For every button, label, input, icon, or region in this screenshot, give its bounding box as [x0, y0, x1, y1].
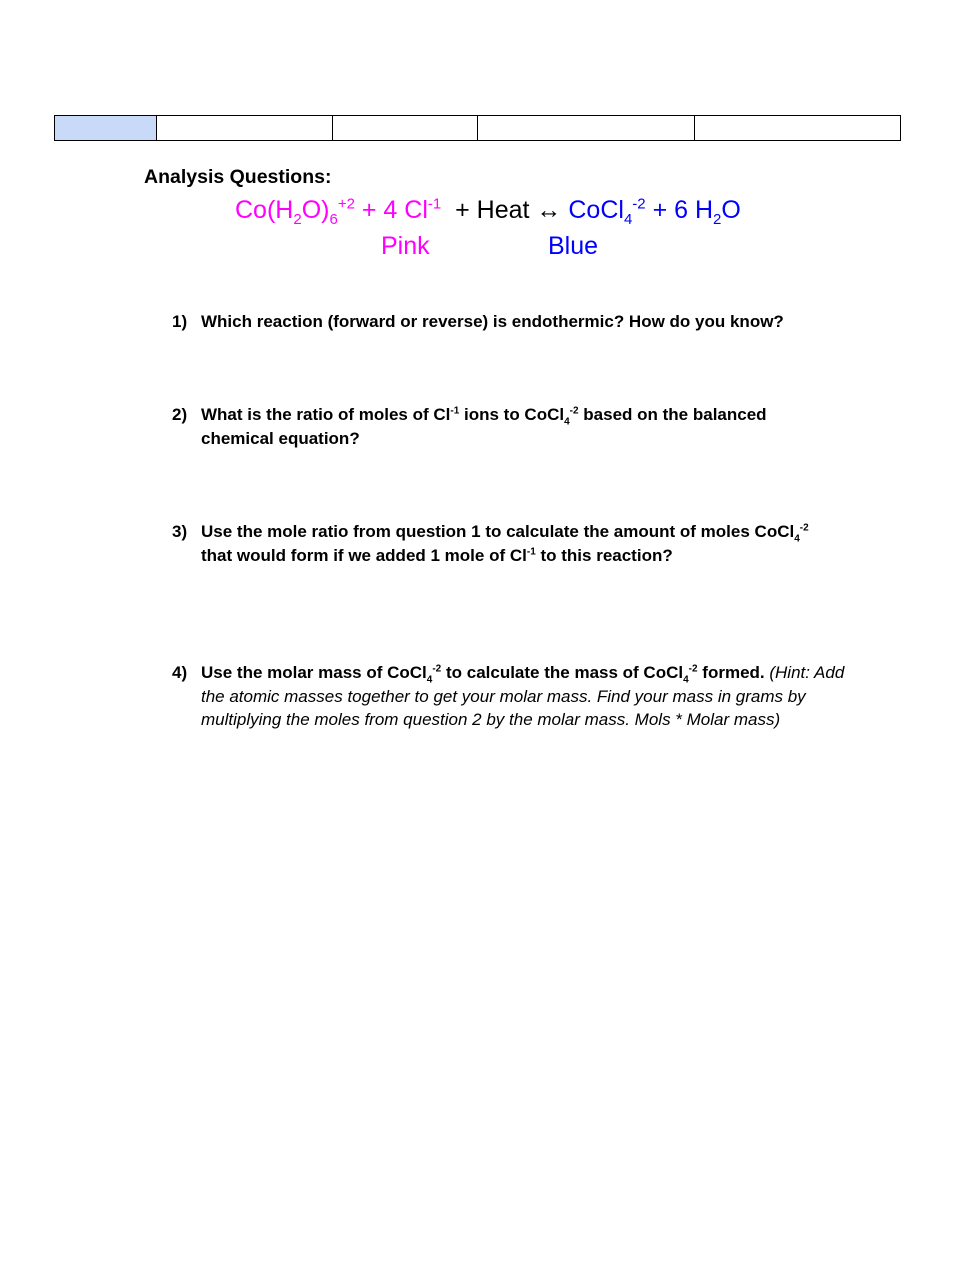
question-1	[172, 310, 852, 334]
question-number: 4)	[172, 663, 188, 682]
question-2	[172, 403, 842, 450]
chemical-equation	[235, 194, 741, 226]
product-tetrachlorocobaltate: CoCl$_4^{-2}$	[568, 195, 646, 228]
question-hint: (Hint: Add the atomic masses together to get your molar mass. Find your mass in grams by multiplying the moles from question 2 by the molar mass. Mols * Molar mass)	[201, 663, 845, 729]
header-table-row	[55, 116, 901, 141]
question-text: Which reaction (forward or reverse) is endothermic? How do you know?	[201, 312, 784, 331]
question-4	[172, 661, 852, 732]
table-cell	[157, 116, 333, 141]
question-text: What is the ratio of moles of $Cl^{-1}$ ions to CoCl$_4^{-2}$ based on the balanced chemical equation?	[201, 405, 767, 448]
table-cell	[695, 116, 901, 141]
question-text: Use the molar mass of CoCl$_4^{-2}$ to calculate the mass of CoCl$_4^{-2}$ formed. (Hint: Add the atomic masses together to get your molar mass. Find your mass in grams by multiplying the moles from question 2 by the molar mass. Mols * Molar mass)	[201, 663, 845, 729]
question-number: 2)	[172, 405, 188, 424]
table-cell	[333, 116, 478, 141]
question-3	[172, 520, 812, 567]
pink-color-label: Pink	[381, 232, 430, 260]
product-water: + 6 $H_2O$	[645, 196, 741, 228]
reactant-chloride: + 4 $Cl^{-1}$	[354, 195, 442, 224]
heat-and-arrow: + Heat ↔	[441, 196, 569, 224]
reactant-cobalt-complex: $Co(H_2O)_6^{+2}$	[235, 195, 355, 228]
section-heading: Analysis Questions:	[144, 166, 332, 188]
table-cell	[55, 116, 157, 141]
question-number: 1)	[172, 312, 188, 331]
table-cell	[478, 116, 695, 141]
blue-color-label: Blue	[548, 232, 599, 260]
header-table	[54, 115, 901, 141]
question-number: 3)	[172, 522, 188, 541]
question-text: Use the mole ratio from question 1 to calculate the amount of moles CoCl$_4^{-2}$ that would form if we added 1 mole of $Cl^{-1}$ to this reaction?	[201, 522, 809, 565]
